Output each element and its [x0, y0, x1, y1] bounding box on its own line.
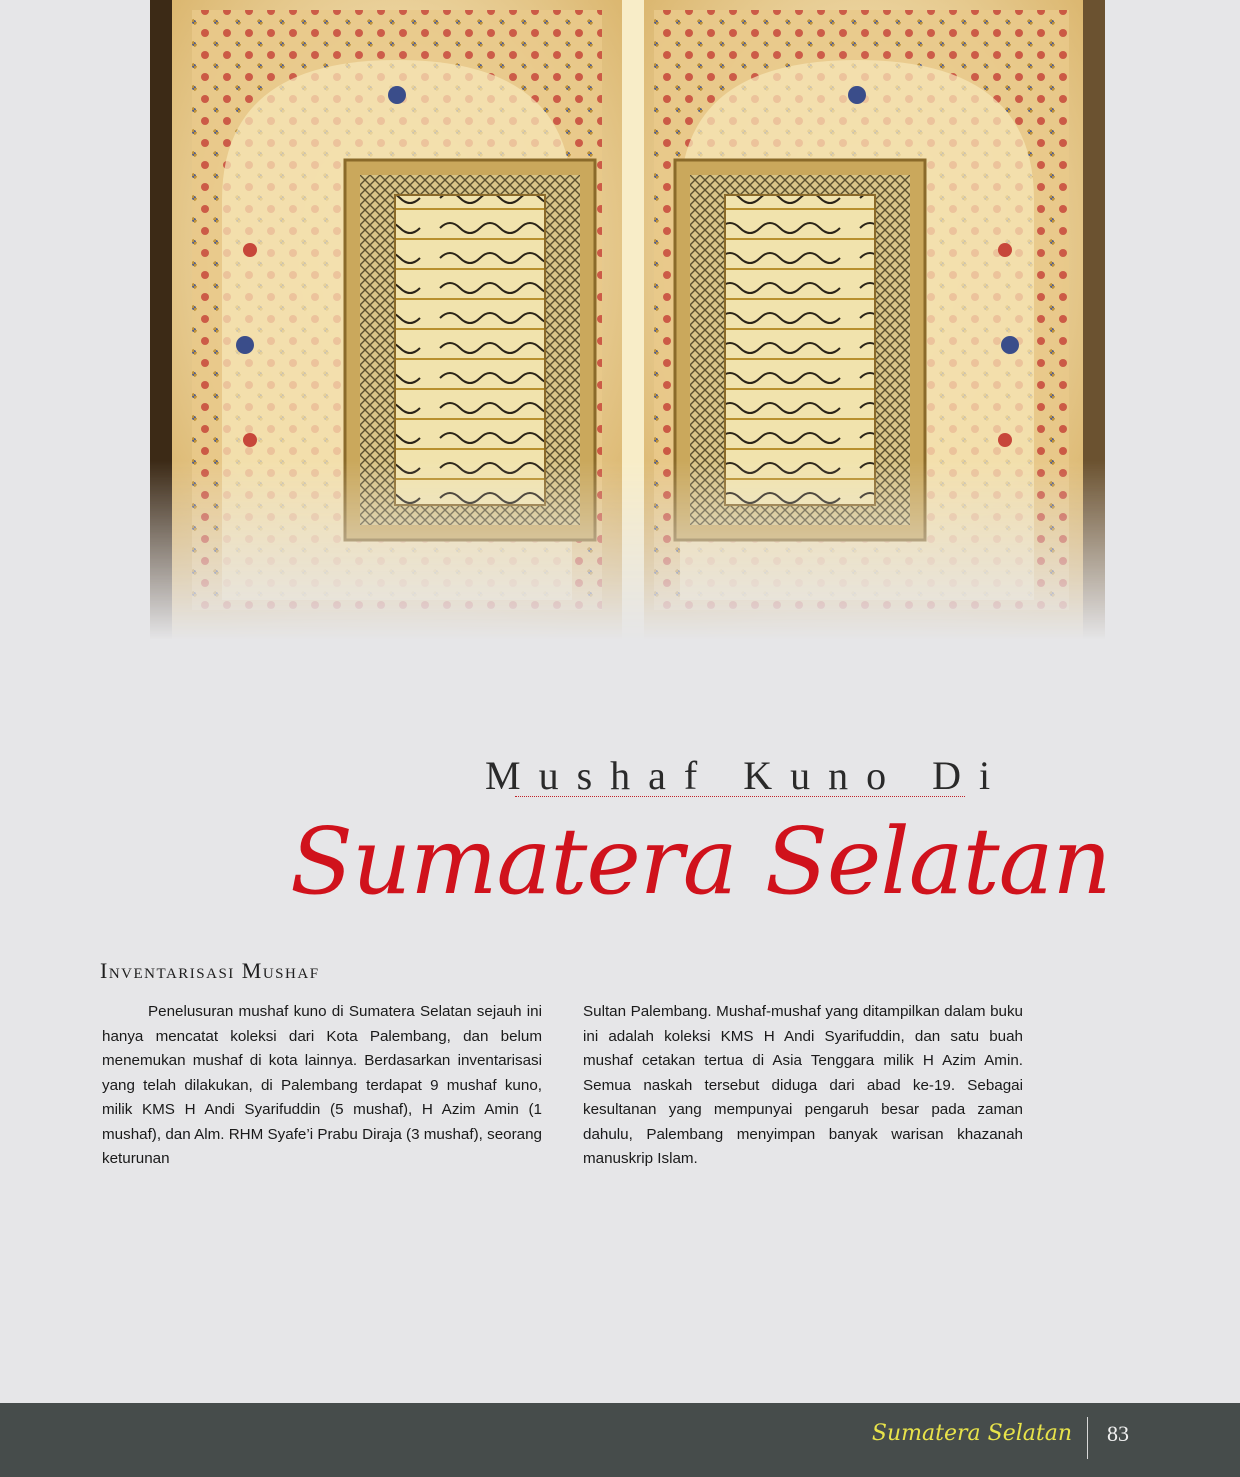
title-kicker: Mushaf Kuno Di	[485, 753, 1009, 798]
gutter	[622, 0, 644, 640]
page-footer	[0, 1403, 1240, 1477]
title-underline	[515, 796, 965, 797]
footer-running-title: Sumatera Selatan	[871, 1421, 1072, 1446]
body-paragraph-right: Sultan Palembang. Mushaf-mushaf yang ditampilkan dalam buku ini adalah koleksi KMS H Andi Syarifuddin, dan satu buah mushaf cetakan tertua di Asia Tenggara milik H Azim Amin. Semua naskah tersebut diduga dari abad ke-19. Sebagai kesultanan yang mempunyai pengaruh besar pada zaman dahulu, Palembang menyimpan banyak warisan khazanah manuskrip Islam.	[583, 1003, 1023, 1167]
binding-left	[150, 0, 172, 640]
manuscript-photo	[150, 0, 1105, 640]
left-page	[172, 0, 622, 640]
section-heading: Inventarisasi Mushaf	[100, 958, 320, 983]
right-page	[644, 0, 1083, 640]
title-script: Sumatera Selatan	[290, 808, 1111, 915]
body-paragraph-left: Penelusuran mushaf kuno di Sumatera Selatan sejauh ini hanya mencatat koleksi dari Kota Palembang, dan belum menemukan mushaf di kota lainnya. Berdasarkan inventarisasi yang telah dilakukan, di Palembang terdapat 9 mushaf kuno, milik KMS H Andi Syarifuddin (5 mushaf), H Azim Amin (1 mushaf), dan Alm. RHM Syafe’i Prabu Diraja (3 mushaf), seorang keturunan	[102, 1003, 542, 1167]
binding-right	[1083, 0, 1105, 640]
footer-divider	[1087, 1417, 1088, 1459]
illuminated-mushaf-illustration	[150, 0, 1105, 640]
page-number: 83	[1107, 1421, 1129, 1446]
